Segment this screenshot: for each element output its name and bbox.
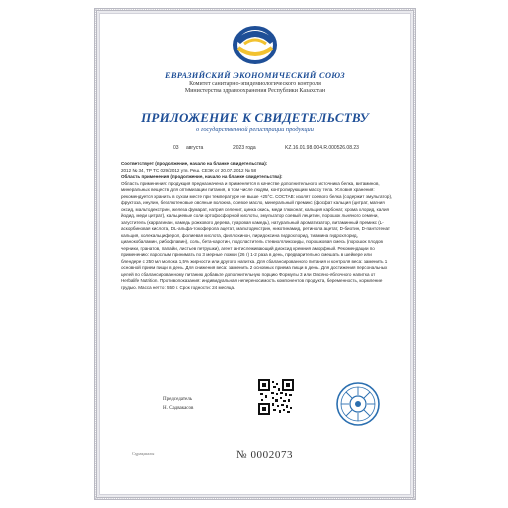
certificate-number: KZ.16.01.98.004.R.000526.08.23: [285, 145, 359, 151]
seal-label: Сұрақшалы: [132, 451, 155, 456]
appendix-body: [121, 161, 393, 291]
compliance-text: 2012 № 34, ТР ТС 029/2012 утв. Реш. СЕЭК от 20.07.2012 № 58: [121, 167, 257, 173]
signer-title: Председатель: [163, 397, 193, 402]
document-subtitle: о государственной регистрации продукции: [196, 126, 314, 133]
qr-code-icon: [258, 379, 294, 415]
document-title: ПРИЛОЖЕНИЕ К СВИДЕТЕЛЬСТВУ: [141, 110, 369, 125]
date-day: 03: [173, 145, 179, 151]
committee-line-2: Министерства здравоохранения Республики Казахстан: [184, 88, 326, 95]
compliance-heading: Соответствует (продолжение, начало на бланке свидетельства):: [121, 161, 268, 166]
kazakhstan-emblem-icon: [335, 381, 381, 427]
date-year: 2023 года: [233, 145, 256, 151]
eaeu-logo-icon: [226, 20, 284, 66]
union-name: ЕВРАЗИЙСКИЙ ЭКОНОМИЧЕСКИЙ СОЮЗ: [165, 71, 345, 80]
serial-number: № 0002073: [236, 449, 294, 461]
signer-name: Н. Садвакасов: [163, 406, 194, 411]
committee-name: [100, 81, 410, 96]
committee-line-1: Комитет санитарно-эпидемиологического контроля: [189, 81, 321, 87]
application-text: Область применения: продукция предназначена и применяется в качестве дополнительного источника белка, витаминов, минеральных веществ для оптимизации питания, в том числе людям, контролирующим массу тела. Условия хранения: рекомендуется хранить в сухом месте при температуре не выше +25°С. СОСТАВ: изолят соевого белка (содержит эмульгатор), фруктоза, инулин, безглютеновые овсяные волокна, соевое масло, минеральный премикс (фосфат кальция (цитрат, магния оксид, мальтодекстрин, железа фумарат, натрия селенит, цинка окись, меди глюконат, кальция карбонат, хрома хлорид, калия йодид, меди цитрат), кальциевые соли ортофосфорной кислоты, эмульгатор соевый лецитин, порошок льняного семени, загуститель (каррагинан, камедь рожкового дерева, гуаровая камедь), натуральный ароматизатор, витаминный премикс (L-аскорбиновая кислота, DL-альфа-токоферола ацетат, мальтодекстрин, никотинамид, ретинола ацетат, D-биотин, D-пантотенат кальция, холекальциферол, фолиевая кислота, филлохинон, пиридоксина гидрохлорид, тиамина гидрохлорид, цианокобаламин, рибофлавин), соль, бета-каротин, подсластитель стевиолгликозиды, порошковая смесь (порошок плодов черники, гранатов, папайи, листьев петрушки), агент антислеживающий диоксид кремния аморфный. Рекомендации по применению: взрослым принимать по 3 мерные ложки (26 г) 1-2 раза в день, предварительно смешать в шейкере или блендере с 250 мл молока 1,5% жирности или другого напитка. Для сбалансированного питания и контроля веса: заменить 1 основной прием пищи в день. Для снижения веса: заменить 2 основных приема пищи в день. Для достижения персональных целей по сбалансированному питанию добавьте дополнительную порцию Формулы 3 или Овсяно-яблочного напитка от Herbalife Nutrition. Противопоказания: индивидуальная непереносимость компонентов продукта, беременность, кормление грудью. Масса нетто: 550 г. Срок годности: 24 месяца.: [121, 180, 393, 290]
date-month: августа: [186, 145, 204, 151]
application-heading: Область применения (продолжение, начало на бланке свидетельства):: [121, 174, 283, 179]
